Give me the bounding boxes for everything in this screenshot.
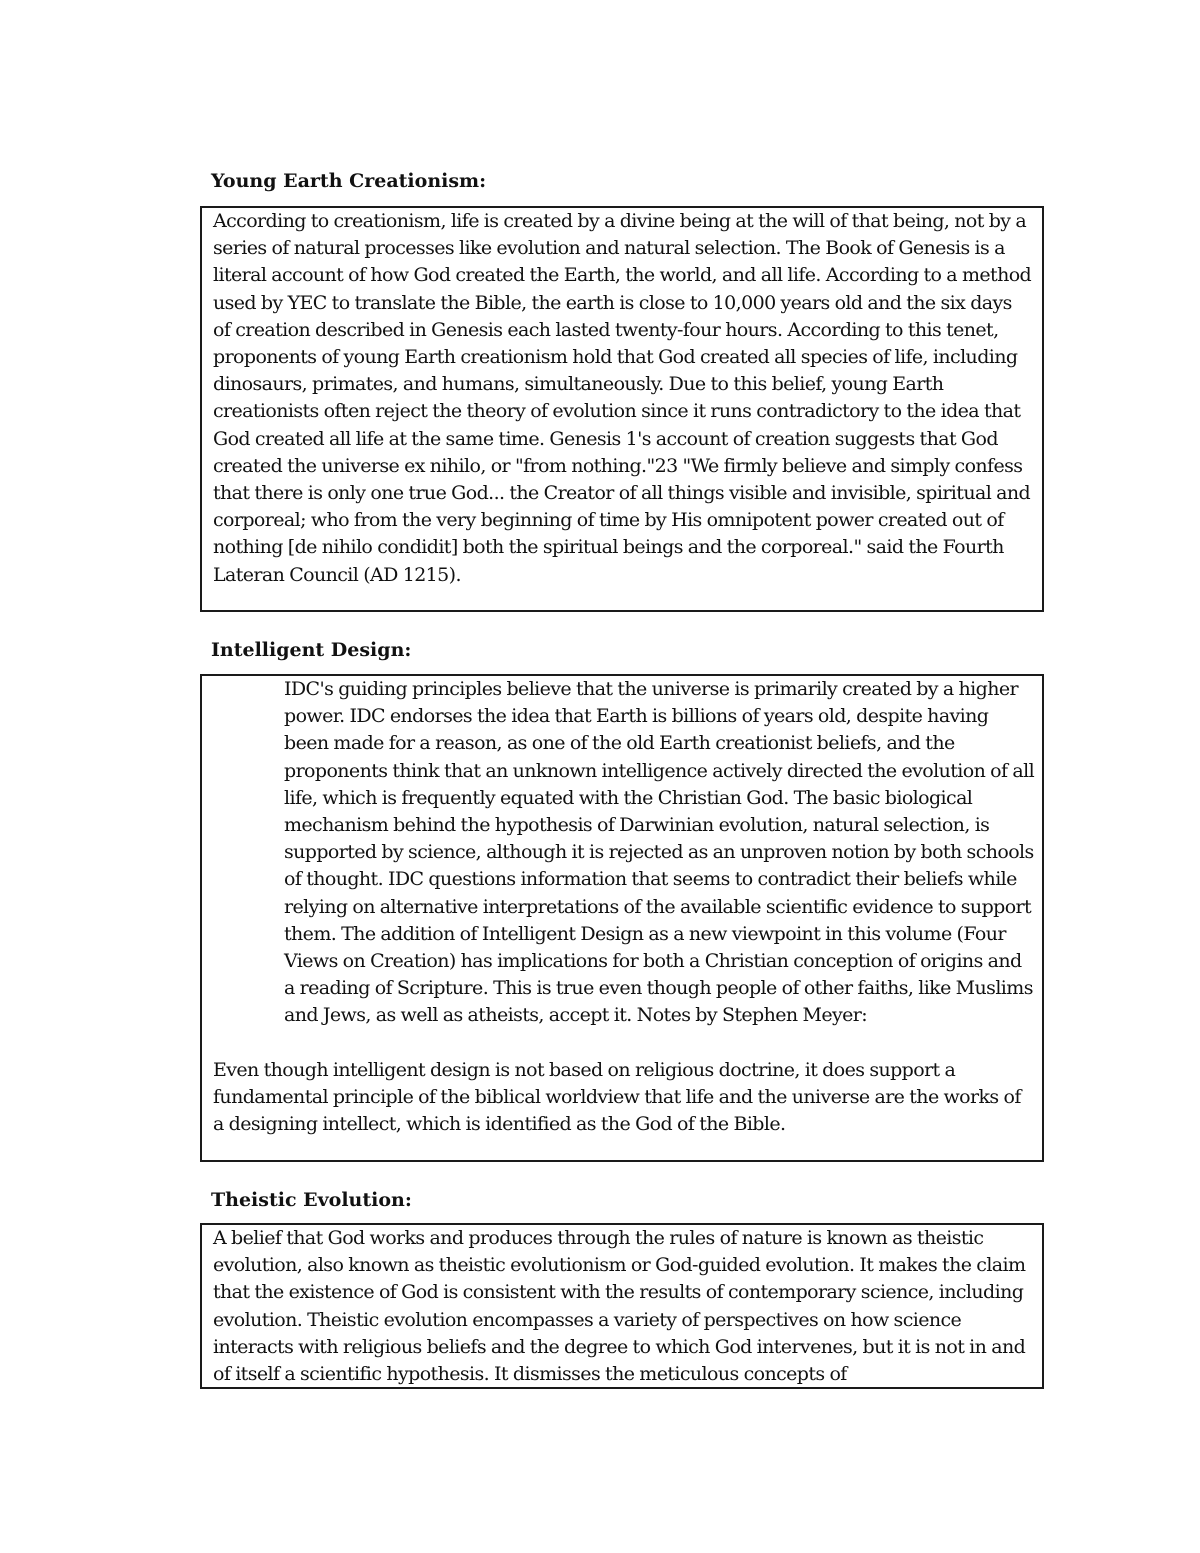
section-heading-intelligent-design: Intelligent Design:	[211, 639, 412, 661]
young-earth-creationism-paragraph: According to creationism, life is created by a divine being at the will of that being, not by a series of natural processes like evolution and natural selection. The Book of Genesis is a literal account of how God created the Earth, the world, and all life. According to a method used by YEC to translate the Bible, the earth is close to 10,000 years old and the six days of creation described in Genesis each lasted twenty-four hours. According to this tenet, proponents of young Earth creationism hold that God created all species of life, including dinosaurs, primates, and humans, simultaneously. Due to this belief, young Earth creationists often reject the theory of evolution since it runs contradictory to the idea that God created all life at the same time. Genesis 1's account of creation suggests that God created the universe ex nihilo, or "from nothing."23 "We firmly believe and simply confess that there is only one true God... the Creator of all things visible and invisible, spiritual and corporeal; who from the very beginning of time by His omnipotent power created out of nothing [de nihilo condidit] both the spiritual beings and the corporeal." said the Fourth Lateran Council (AD 1215).	[213, 210, 1032, 586]
intelligent-design-paragraph: IDC's guiding principles believe that the universe is primarily created by a higher power. IDC endorses the idea that Earth is billions of years old, despite having been made for a reason, as one of the old Earth creationist beliefs, and the proponents think that an unknown intelligence actively directed the evolution of all life, which is frequently equated with the Christian God. The basic biological mechanism behind the hypothesis of Darwinian evolution, natural selection, is supported by science, although it is rejected as an unproven notion by both schools of thought. IDC questions information that seems to contradict their beliefs while relying on alternative interpretations of the available scientific evidence to support them. The addition of Intelligent Design as a new viewpoint in this volume (Four Views on Creation) has implications for both a Christian conception of origins and a reading of Scripture. This is true even though people of other faiths, like Muslims and Jews, as well as atheists, accept it. Notes by Stephen Meyer:	[284, 678, 1035, 1027]
section-heading-young-earth-creationism: Young Earth Creationism:	[211, 170, 487, 192]
theistic-evolution-paragraph: A belief that God works and produces through the rules of nature is known as theistic evolution, also known as theistic evolutionism or God-guided evolution. It makes the claim that the existence of God is consistent with the results of contemporary science, including evolution. Theistic evolution encompasses a variety of perspectives on how science interacts with religious beliefs and the degree to which God intervenes, but it is not in and of itself a scientific hypothesis. It dismisses the meticulous concepts of	[213, 1227, 1026, 1386]
young-earth-creationism-box	[200, 206, 1044, 612]
intelligent-design-meyer-note: Even though intelligent design is not based on religious doctrine, it does support a fundamental principle of the biblical worldview that life and the universe are the works of a designing intellect, which is identified as the God of the Bible.	[213, 1058, 1021, 1136]
intelligent-design-box	[200, 674, 1044, 1162]
section-heading-theistic-evolution: Theistic Evolution:	[211, 1189, 412, 1211]
theistic-evolution-box	[200, 1223, 1044, 1389]
